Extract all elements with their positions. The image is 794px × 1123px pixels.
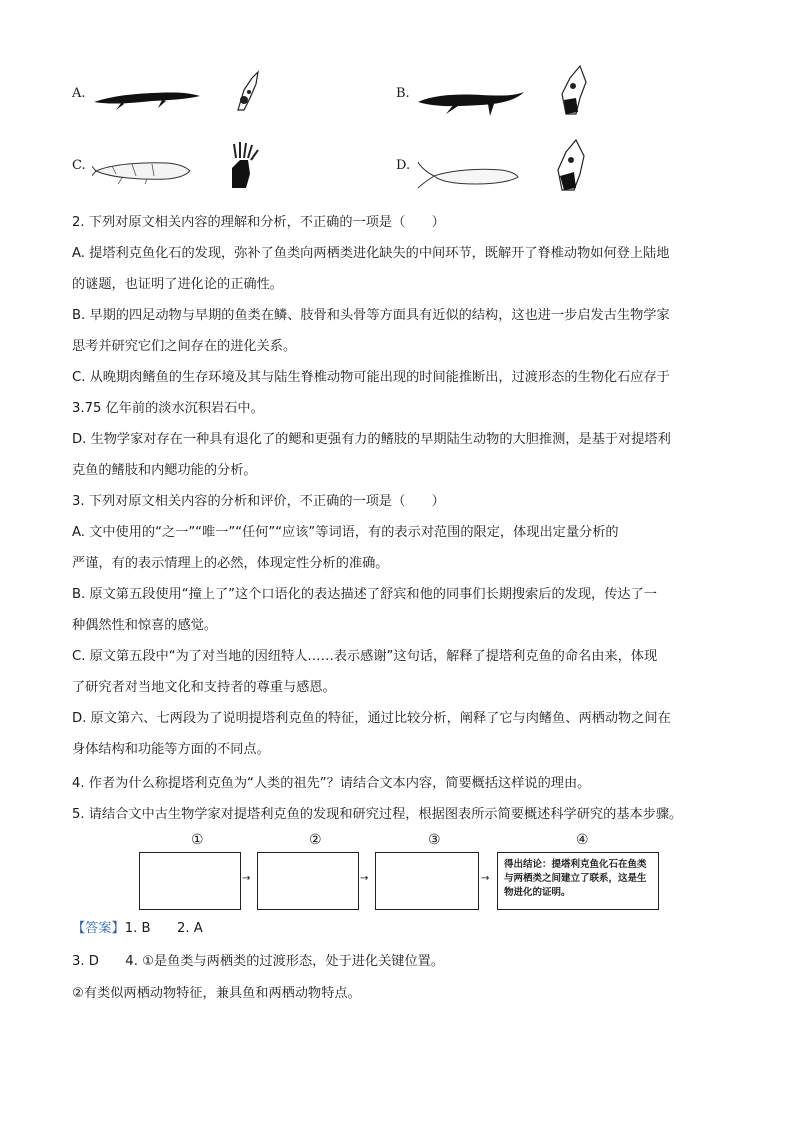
step-1-number: ① <box>191 832 204 848</box>
question-2-option-d: D. 生物学家对存在一种具有退化了的鳃和更强有力的鳍肢的早期陆生动物的大胆推测，是基于对提塔利 <box>72 432 671 447</box>
option-c-label: C. <box>72 158 86 173</box>
question-3-option-a: A. 文中使用的“之一”“唯一”“任何”“应该”等词语，有的表示对范围的限定，体现出定量分析的 <box>72 525 619 540</box>
option-d-label: D. <box>396 158 411 173</box>
option-b-limb-sketch <box>556 64 590 116</box>
research-steps-diagram <box>135 830 665 920</box>
question-3-option-c: C. 原文第五段中“为了对当地的因纽特人……表示感谢”这句话，解释了提塔利克鱼的命名由来，体现 <box>72 649 658 664</box>
question-5-stem: 5. 请结合文中古生物学家对提塔利克鱼的发现和研究过程，根据图表所示简要概述科学研究的基本步骤。 <box>72 807 683 822</box>
step-3-box[interactable] <box>375 852 479 910</box>
question-3-option-b-cont: 种偶然性和惊喜的感觉。 <box>72 618 218 633</box>
arrow-right-icon: → <box>242 873 251 884</box>
option-c-fish-image <box>92 158 192 184</box>
question-2-option-d-cont: 克鱼的鳍肢和内鳃功能的分析。 <box>72 463 257 478</box>
question-2-option-a-cont: 的谜题，也证明了进化论的正确性。 <box>72 277 283 292</box>
question-3-option-c-cont: 了研究者对当地文化和支持者的尊重与感恩。 <box>72 680 336 695</box>
question-2-option-b-cont: 思考并研究它们之间存在的进化关系。 <box>72 339 297 354</box>
arrow-right-icon: → <box>481 873 490 884</box>
step-4-number: ④ <box>576 832 589 848</box>
question-3-option-b: B. 原文第五段使用“撞上了”这个口语化的表达描述了舒宾和他的同事们长期搜索后的发现，传达了一 <box>72 587 657 602</box>
option-a-fish-image <box>92 84 202 112</box>
question-3-stem: 3. 下列对原文相关内容的分析和评价，不正确的一项是（ ） <box>72 494 445 509</box>
question-3-option-d: D. 原文第六、七两段为了说明提塔利克鱼的特征，通过比较分析，阐释了它与肉鳍鱼、两栖动物之间在 <box>72 711 671 726</box>
option-c-limb-sketch <box>226 140 262 190</box>
step-3-number: ③ <box>428 832 441 848</box>
step-4-conclusion-box: 得出结论：提塔利克鱼化石在鱼类与两栖类之间建立了联系，这是生物进化的证明。 <box>497 852 659 910</box>
question-2-stem: 2. 下列对原文相关内容的理解和分析，不正确的一项是（ ） <box>72 215 445 230</box>
question-3-option-a-cont: 严谨，有的表示情理上的必然，体现定性分析的准确。 <box>72 556 389 571</box>
step-2-number: ② <box>309 832 322 848</box>
option-a-limb-sketch <box>230 70 262 112</box>
question-2-option-a: A. 提塔利克鱼化石的发现，弥补了鱼类向两栖类进化缺失的中间环节，既解开了脊椎动物如何登上陆地 <box>72 246 670 261</box>
answer-line-1 <box>72 920 722 938</box>
answer-line-2: 3. D 4. ①是鱼类与两栖类的过渡形态，处于进化关键位置。 <box>72 954 445 969</box>
question-2-option-c-cont: 3.75 亿年前的淡水沉积岩石中。 <box>72 401 264 416</box>
question-2-option-b: B. 早期的四足动物与早期的鱼类在鳞、肢骨和头骨等方面具有近似的结构，这也进一步启发古生物学家 <box>72 308 670 323</box>
step-1-box[interactable] <box>139 852 241 910</box>
arrow-right-icon: → <box>360 873 369 884</box>
answer-values-1-2: 1. B 2. A <box>124 921 203 936</box>
option-b-fish-image <box>416 86 526 120</box>
option-a-label: A. <box>72 86 86 101</box>
answer-tag: 【答案】 <box>72 921 125 936</box>
answer-line-3: ②有类似两栖动物特征，兼具鱼和两栖动物特点。 <box>72 986 361 1001</box>
option-d-fish-image <box>416 160 520 190</box>
question-4-stem: 4. 作者为什么称提塔利克鱼为“人类的祖先”？请结合文本内容，简要概括这样说的理由。 <box>72 776 591 791</box>
question-2-option-c: C. 从晚期肉鳍鱼的生存环境及其与陆生脊椎动物可能出现的时间能推断出，过渡形态的生物化石应存于 <box>72 370 670 385</box>
option-b-label: B. <box>396 86 410 101</box>
question-3-option-d-cont: 身体结构和功能等方面的不同点。 <box>72 742 270 757</box>
option-d-limb-sketch <box>554 136 590 192</box>
step-2-box[interactable] <box>257 852 359 910</box>
